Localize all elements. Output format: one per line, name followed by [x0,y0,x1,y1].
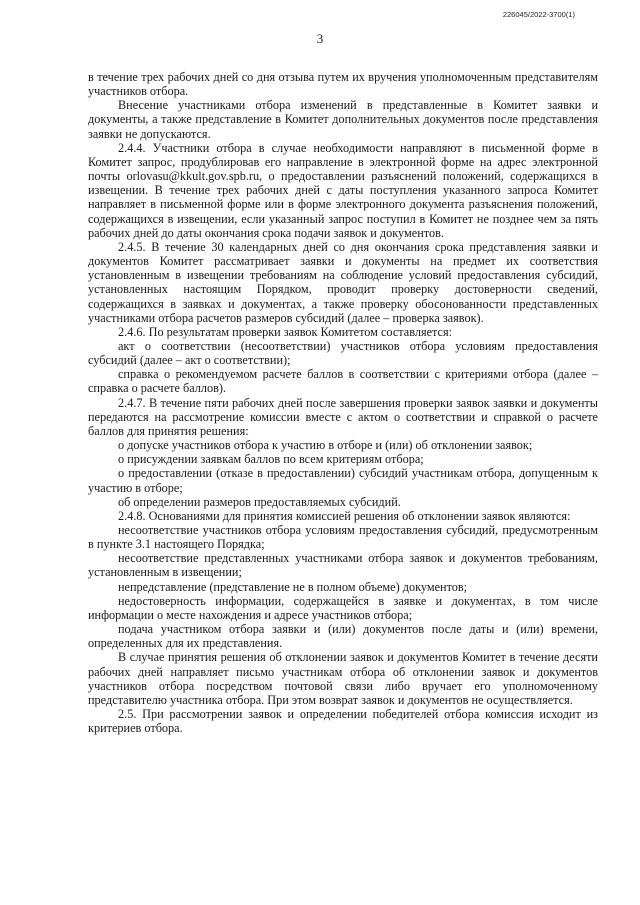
document-body [88,70,598,735]
paragraph: о допуске участников отбора к участию в отборе и (или) об отклонении заявок; [118,438,533,453]
paragraph: в течение трех рабочих дней со дня отзыва путем их вручения уполномоченным представителям участников отбора. [88,70,598,99]
paragraph: несоответствие участников отбора условиям предоставления субсидий, предусмотренным в пункте 3.1 настоящего Порядка; [88,523,598,552]
paragraph: подача участником отбора заявки и (или) документов после даты и (или) времени, определенных для их представления. [88,622,598,651]
paragraph: акт о соответствии (несоответствии) участников отбора условиям предоставления субсидий (далее – акт о соответствии); [88,338,598,368]
paragraph: 2.4.5. В течение 30 календарных дней со дня окончания срока представления заявки и документов Комитет рассматривает заявки и документы на предмет их соответствия установленным в извещении требованиям на соблюдение условий предоставления субсидий, установленных настоящим Порядком, проводит проверку достоверности сведений, содержащихся в заявках и документах, а также проверку обосонованности представленных участниками отбора расчетов размеров субсидий (далее – проверка заявок). [88,239,598,325]
paragraph: Внесение участниками отбора изменений в представленные в Комитет заявки и документы, а также представление в Комитет дополнительных документов после представления заявки не допускаются. [88,98,598,141]
document-registration-number: 226045/2022-3700(1) [502,10,575,19]
paragraph: несоответствие представленных участниками отбора заявок и документов требованиям, установленным в извещении; [88,551,598,580]
paragraph: о предоставлении (отказе в предоставлении) субсидий участникам отбора, допущенным к участию в отборе; [88,466,598,495]
page-number: 3 [316,31,324,46]
paragraph: непредставление (представление не в полном объеме) документов; [118,579,468,594]
paragraph: 2.4.4. Участники отбора в случае необходимости направляют в письменной форме в Комитет запрос, продублировав его направление в электронной форме на адрес электронной почты orlovasu@kkult.gov.spb.ru, о предоставлении разъяснений положений, содержащихся в извещении. В течение трех рабочих дней с даты поступления указанного запроса Комитет направляет в письменной форме или в форме электронного документа разъяснения положений, содержащихся в извещении, если указанный запрос поступил в Комитет не позднее чем за пять рабочих дней до даты окончания срока подачи заявок и документов. [88,140,598,240]
paragraph: об определении размеров предоставляемых субсидий. [118,494,401,509]
paragraph: справка о рекомендуемом расчете баллов в соответствии с критериями отбора (далее – справка о расчете баллов). [88,367,598,396]
paragraph: 2.4.6. По результатам проверки заявок Комитетом составляется: [118,324,453,339]
paragraph: 2.5. При рассмотрении заявок и определении победителей отбора комиссия исходит из критериев отбора. [88,707,598,736]
paragraph: о присуждении заявкам баллов по всем критериям отбора; [118,452,424,467]
paragraph: 2.4.7. В течение пяти рабочих дней после завершения проверки заявок заявки и документы передаются на рассмотрение комиссии вместе с актом о соответствии и справкой о расчете баллов для принятия решения: [88,395,598,438]
paragraph: В случае принятия решения об отклонении заявок и документов Комитет в течение десяти рабочих дней направляет письмо участникам отбора об отклонении заявок и документов участников отбора посредством почтовой связи либо вручает его уполномоченному представителю участника отбора. При этом возврат заявок и документов не осуществляется. [88,650,598,707]
paragraph: 2.4.8. Основаниями для принятия комиссией решения об отклонении заявок являются: [118,508,571,523]
paragraph: недостоверность информации, содержащейся в заявке и документах, в том числе информации о месте нахождения и адресе участников отбора; [88,593,598,622]
